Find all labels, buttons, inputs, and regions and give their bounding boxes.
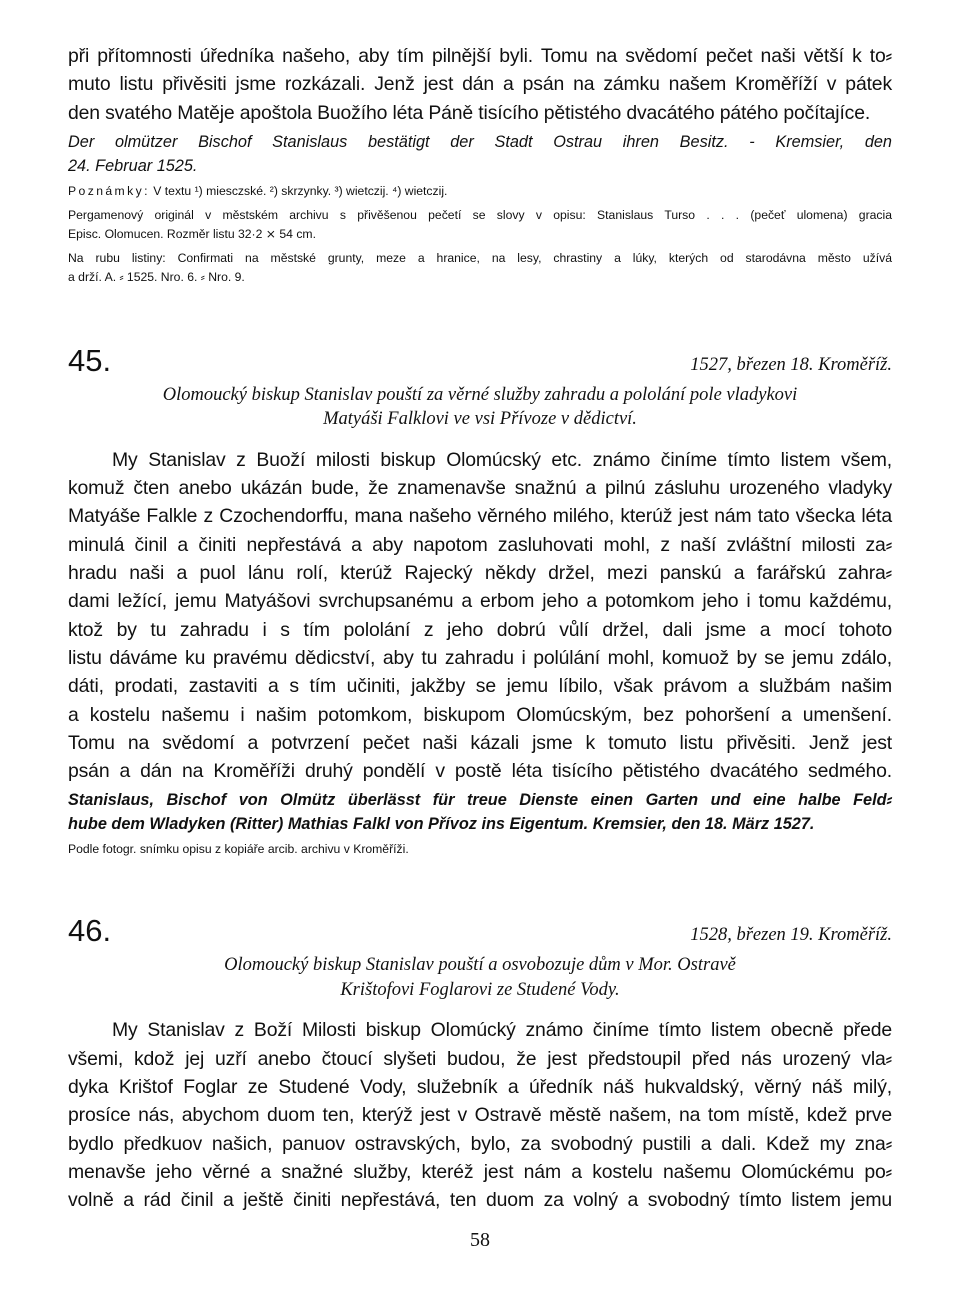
summary-line: hube dem Wladyken (Ritter) Mathias Falkl von Přívoz ins Eigentum. Kremsier, den 18. März 1527. (68, 815, 815, 834)
summary-line: 24. Februar 1525. (68, 156, 198, 175)
note-line: Episc. Olomucen. Rozměr listu 32·2 ⨯ 54 cm. (68, 226, 316, 241)
text-line: menavše jeho věrné a snažné služby, kteréž jest nám a kostelu našemu Olomúckému po⸗ (68, 1160, 892, 1183)
doc-45-text (68, 446, 892, 786)
note-line: Pergamenový originál v městském archivu s přivěšenou pečetí se slovy v opisu: Stanislaus Turso . . . (pečeť ulomena) gracia (68, 207, 892, 222)
summary-line: Olomoucký biskup Stanislav pouští a osvobozuje dům v Mor. Ostravě (224, 955, 736, 976)
text-line: při přítomnosti úředníka našeho, aby tím pilnější byli. Tomu na svědomí pečet naši větší k to⸗ (68, 45, 892, 67)
text-line: My Stanislav z Buoží milosti biskup Olomúcský etc. známo činíme tímto listem všem, (112, 448, 892, 471)
original-description (68, 206, 892, 244)
text-line: komuž čten anebo ukázán bude, že znamenavše snažnú a pilnú zásluhu urozeného vladyky (68, 477, 892, 500)
doc-number: 45. (68, 342, 112, 378)
summary-line: Matyáši Falklovi ve vsi Přívoze v dědictví. (323, 409, 637, 430)
summary-line: Krištofovi Foglarovi ze Studené Vody. (340, 979, 620, 1000)
text-line: Tomu na svědomí a potvrzení pečet naši kázali jsme k tomuto listu přivěsiti. Jenž jest (68, 731, 892, 754)
czech-summary (68, 953, 892, 1002)
text-line: Matyáše Falkle z Czochendorffu, mana našeho věrného milého, kterúž jest nám tato všecka léta (68, 505, 892, 528)
doc-45-header (68, 343, 892, 379)
text-line: minulá činil a činiti nepřestává a aby napotom zasluhovati mohl, z naší zvláštní milosti za⸗ (68, 533, 892, 556)
german-summary (68, 788, 892, 836)
doc-date: 1527, březen 18. Kroměříž. (690, 354, 892, 375)
text-line: muto listu přivěsiti jsme rozkázali. Jenž jest dán a psán na zámku našem Kroměříží v pátek (68, 73, 892, 96)
text-line: den svatého Matěje apoštola Buožího léta Páně tisícího pětistého dvacátého pátého počítajíce. (68, 101, 871, 124)
note-line: Podle fotogr. snímku opisu z kopiáře arcib. archivu v Kroměříži. (68, 842, 409, 857)
continued-charter-text (68, 42, 892, 127)
doc-date: 1528, březen 19. Kroměříž. (690, 925, 892, 946)
summary-line: Olomoucký biskup Stanislav pouští za věrné služby zahradu a pololání pole vladykovi (162, 384, 798, 405)
doc-46-text (68, 1016, 892, 1214)
summary-line: Stanislaus, Bischof von Olmütz überlässt für treue Dienste einen Garten und eine halbe Feld⸗ (68, 791, 892, 810)
note-line: a drží. A. ⸗ 1525. Nro. 6. ⸗ Nro. 9. (68, 269, 245, 284)
footnotes (68, 182, 892, 201)
text-line: prosíce nás, abychom duom ten, kterýž jest v Ostravě městě našem, na tom místě, kdež prve (68, 1104, 892, 1127)
text-line: dáti, prodati, zastaviti a s tím učiniti, jakžby se jemu líbilo, však právom a službám našim (68, 675, 892, 698)
text-line: všemi, kdož jej uzří anebo čtoucí slyšeti budou, že jest předstoupil před nás urozený vla⸗ (68, 1047, 892, 1070)
verso-description (68, 249, 892, 287)
german-summary-1525 (68, 130, 892, 178)
doc-46-header (68, 913, 892, 949)
note-line: Na rubu listiny: Confirmati na městské grunty, meze a hranice, na lesy, chrastiny a lúky, kterých od starodávna město užívá (68, 250, 892, 265)
summary-line: Der olmützer Bischof Stanislaus bestätigt der Stadt Ostrau ihren Besitz. - Kremsier, den (68, 132, 892, 151)
text-line: dyka Krištof Foglar ze Studené Vody, služebník a úředník náš hukvaldský, věrný náš milý, (68, 1076, 892, 1099)
doc-number: 46. (68, 913, 112, 949)
text-line: hradu naši a puol lánu rolí, kterúž Rajecký někdy držel, mezi panskú a farářskú zahra⸗ (68, 562, 892, 585)
text-line: listu dáváme ku pravému dědicství, aby tu zahradu i polúlání mohl, komuož by se jemu zdálo, (68, 646, 892, 669)
text-line: bydlo předkuov našich, panuov ostravských, bylo, za svobodný pustili a dali. Kdež my zna⸗ (68, 1132, 892, 1155)
source-note (68, 840, 892, 859)
text-line: dami ležící, jemu Matyášovi svrchupsanému a erbom jeho a potomkom jeho i tomu každému, (68, 590, 892, 613)
text-line: psán a dán na Kroměříži druhý pondělí v postě léta tisícího pětistého dvacátého sedmého. (68, 760, 892, 783)
document-page (68, 42, 892, 1215)
footnotes-text: V textu ¹) miesczské. ²) skrzynky. ³) wietczij. ⁴) wietczij. (149, 183, 448, 198)
footnotes-label: Poznámky: (68, 183, 150, 198)
text-line: a kostelu našemu i našim potomkom, biskupom Olomúcským, bez pohoršení a umenšení. (68, 703, 892, 726)
text-line: volně a rád činil a ještě činiti nepřestává, ten duom za volný a svobodný tímto listem jemu (68, 1189, 892, 1212)
text-line: My Stanislav z Boží Milosti biskup Olomúcký známo činíme tímto listem obecně přede (112, 1019, 892, 1042)
text-line: ktož by tu zahradu i s tím pololání z jeho dobrú vůlí držel, dali jsme a mocí tohoto (68, 618, 892, 641)
page-number: 58 (470, 1229, 490, 1251)
czech-summary (68, 383, 892, 432)
